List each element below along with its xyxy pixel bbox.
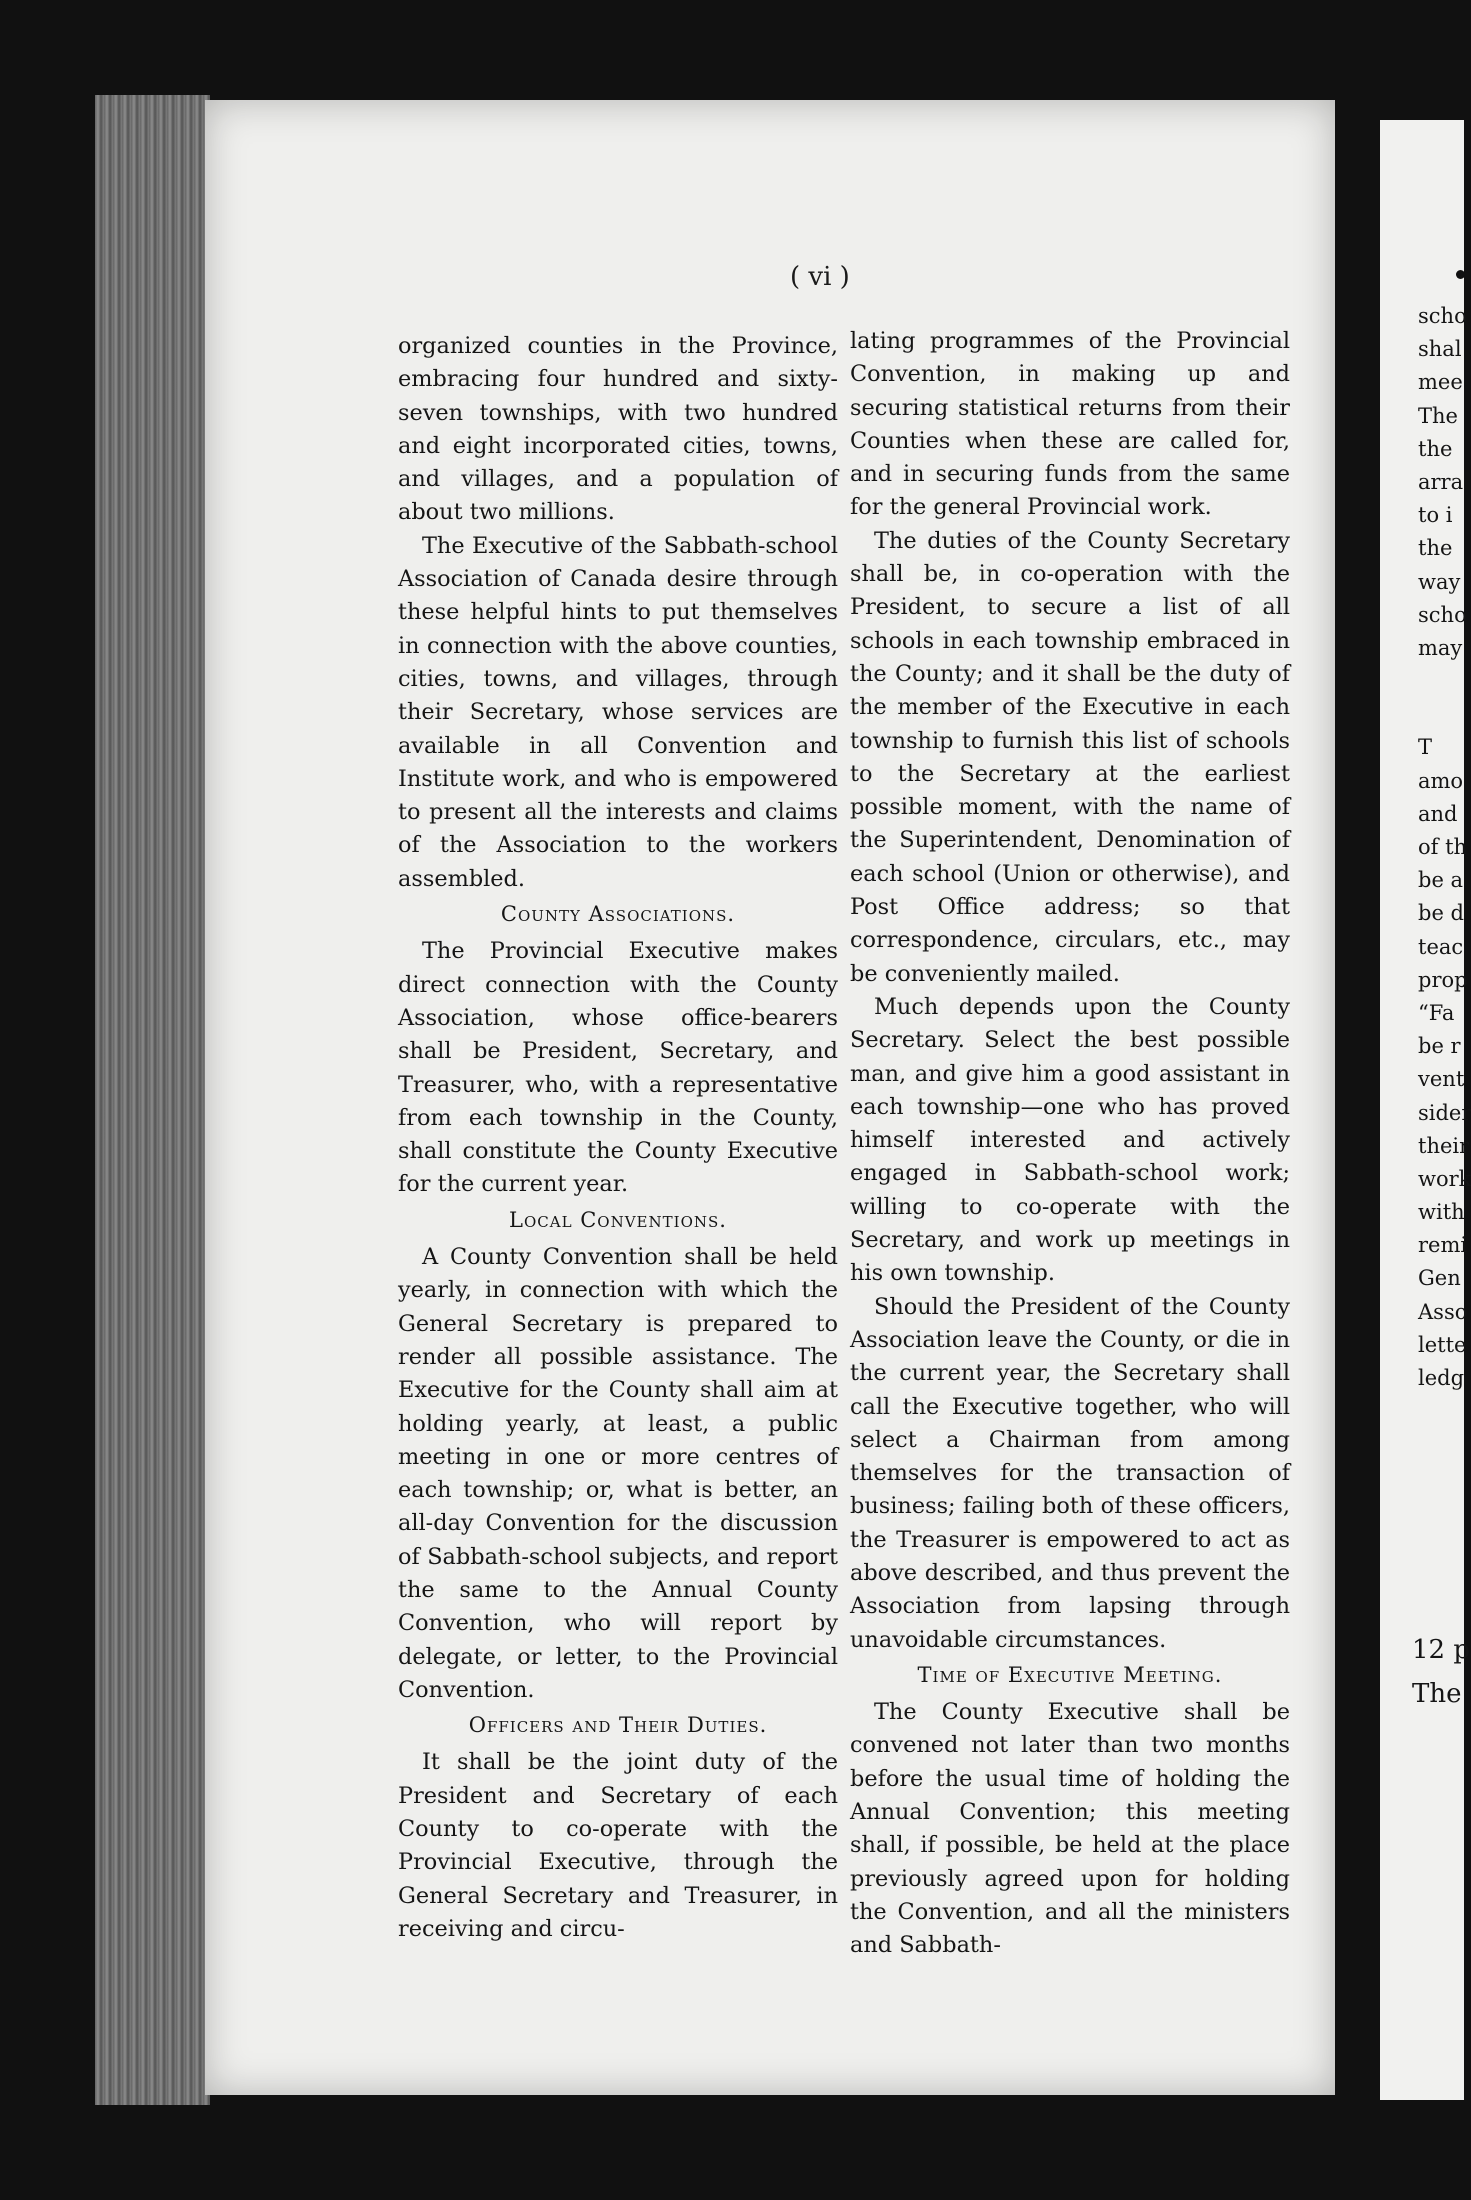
adjacent-page-fragment: scho	[1418, 304, 1467, 328]
adjacent-page-fragment: the	[1418, 436, 1453, 461]
adjacent-page-fragment: the	[1418, 536, 1453, 561]
adjacent-page-fragment: work	[1418, 1166, 1471, 1191]
paragraph: The Executive of the Sabbath-school Association of Canada desire through these helpful hints to put themselves in connection with the above counties, cities, towns, and villages, through their Secretary, whose services are available in all Convention and Institute work, and who is empowered to present all the interests and claims of the Association to the workers assembled.	[398, 532, 838, 892]
adjacent-page-fragment: be a	[1418, 868, 1464, 893]
adjacent-page-fragment: Asso	[1418, 1299, 1468, 1324]
adjacent-page-fragment: arra	[1418, 469, 1464, 494]
adjacent-page-fragment	[1418, 665, 1471, 698]
adjacent-page-fragment: scho	[1418, 602, 1467, 627]
adjacent-page-fragment: to i	[1418, 503, 1453, 528]
adjacent-page-fragment: be d	[1418, 901, 1464, 926]
adjacent-page-fragment: ledg	[1418, 1366, 1465, 1390]
section-heading: Officers and Their Duties.	[468, 1713, 768, 1738]
adjacent-page-text	[1418, 300, 1471, 1395]
paragraph: Much depends upon the County Secretary. Select the best possible man, and give him a good assistant in each township—one who has proved himself interested and actively engaged in Sabbath-school work; willing to co-operate with the Secretary, and work up meetings in his own township.	[850, 993, 1290, 1287]
adjacent-page-fragment: teac	[1418, 934, 1464, 959]
adjacent-page-fragment: mee	[1418, 370, 1463, 395]
paragraph: organized counties in the Province, embracing four hundred and sixty-seven townships, with two hundred and eight incorporated cities, towns, and villages, and a population of about two millions.	[398, 333, 838, 526]
section-heading: Time of Executive Meeting.	[917, 1662, 1223, 1687]
adjacent-page-fragment	[1418, 698, 1471, 731]
adjacent-page-fragment: T	[1418, 735, 1433, 760]
page-number: ( vi )	[790, 262, 850, 292]
adjacent-page-fragment: The	[1418, 403, 1458, 428]
adjacent-page-fragment: may	[1418, 635, 1463, 660]
adjacent-page-fragment: way	[1418, 569, 1461, 594]
adjacent-page-fragment: sider	[1418, 1100, 1471, 1125]
adjacent-page-bottom-text	[1412, 1628, 1470, 1716]
paragraph: Should the President of the County Association leave the County, or die in the current year, the Secretary shall call the Executive together, who will select a Chairman from among themselves for the transaction of business; failing both of these officers, the Treasurer is empowered to act as above described, and thus prevent the Association from lapsing through unavoidable circumstances.	[850, 1293, 1290, 1653]
adjacent-page-fragment: The	[1412, 1679, 1462, 1709]
section-heading: County Associations.	[500, 902, 736, 927]
adjacent-page-fragment: 12 p	[1412, 1635, 1470, 1665]
left-text-column	[398, 330, 838, 1946]
adjacent-page-fragment: their	[1418, 1133, 1470, 1158]
adjacent-page-fragment: “Fa	[1418, 1000, 1455, 1025]
paragraph: It shall be the joint duty of the President and Secretary of each County to co-operate with the Provincial Executive, through the General Secretary and Treasurer, in receiving and circu-	[398, 1749, 838, 1942]
adjacent-page-fragment: be r	[1418, 1034, 1461, 1059]
adjacent-page-fragment: prop	[1418, 967, 1468, 992]
paragraph: A County Convention shall be held yearly, in connection with which the General Secretary is prepared to render all possible assistance. The Executive for the County shall aim at holding yearly, at least, a public meeting in one or more centres of each township; or, what is better, an all-day Convention for the discussion of Sabbath-school subjects, and report the same to the Annual County Convention, who will report by delegate, or letter, to the Provincial Convention.	[398, 1244, 838, 1703]
adjacent-page-fragment: amo	[1418, 768, 1464, 793]
ink-spot	[1456, 270, 1465, 279]
paragraph: The Provincial Executive makes direct connection with the County Association, whose office-bearers shall be President, Secretary, and Treasurer, who, with a representative from each township in the County, shall constitute the County Executive for the current year.	[398, 938, 838, 1198]
adjacent-page-fragment: with	[1418, 1200, 1465, 1225]
adjacent-page-fragment: shal	[1418, 337, 1462, 362]
adjacent-page-fragment: lette	[1418, 1332, 1467, 1357]
section-heading: Local Conventions.	[509, 1207, 727, 1232]
paragraph: lating programmes of the Provincial Convention, in making up and securing statistical returns from their Counties when these are called for, and in securing funds from the same for the general Provincial work.	[850, 328, 1290, 521]
right-text-column	[850, 325, 1290, 1963]
book-spine	[95, 95, 210, 2105]
adjacent-page-fragment: and	[1418, 801, 1458, 826]
paragraph: The duties of the County Secretary shall be, in co-operation with the President, to secure a list of all schools in each township embraced in the County; and it shall be the duty of the member of the Executive in each township to furnish this list of schools to the Secretary at the earliest possible moment, with the name of the Superintendent, Denomination of each school (Union or otherwise), and Post Office address; so that correspondence, circulars, etc., may be conveniently mailed.	[850, 527, 1290, 987]
adjacent-page-fragment: of th	[1418, 835, 1468, 859]
adjacent-page-fragment: Gen	[1418, 1266, 1461, 1291]
adjacent-page-fragment: vent	[1418, 1067, 1465, 1092]
paragraph: The County Executive shall be convened not later than two months before the usual time of holding the Annual Convention; this meeting shall, if possible, be held at the place previously agreed upon for holding the Convention, and all the ministers and Sabbath-	[850, 1699, 1290, 1959]
adjacent-page-fragment: remi	[1418, 1233, 1468, 1258]
